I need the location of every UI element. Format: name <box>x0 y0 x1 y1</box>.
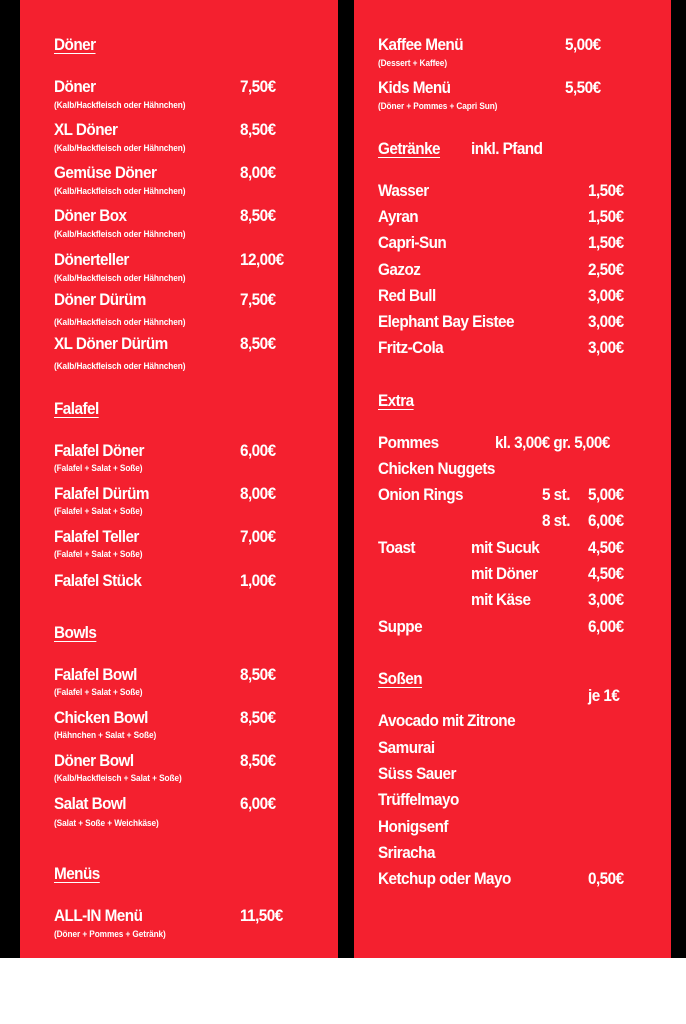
item-desc: (Döner + Pommes + Capri Sun) <box>378 101 498 111</box>
drink-name: Gazoz <box>378 260 421 279</box>
section-heading-doner: Döner <box>54 35 96 54</box>
item-desc: (Falafel + Salat + Soße) <box>54 687 143 697</box>
item-price: 8,50€ <box>240 665 276 684</box>
item-price: 7,00€ <box>240 527 276 546</box>
section-heading-extra: Extra <box>378 391 414 410</box>
item-price: 8,00€ <box>240 163 276 182</box>
extra-name: Suppe <box>378 617 423 636</box>
extra-name: Toast <box>378 538 415 557</box>
drink-price: 1,50€ <box>588 207 624 226</box>
item-price: 5,00€ <box>565 35 601 54</box>
right-edge-strip <box>671 0 686 958</box>
extra-name: Chicken Nuggets <box>378 459 495 478</box>
section-heading-falafel: Falafel <box>54 399 99 418</box>
item-name: XL Döner Dürüm <box>54 334 168 353</box>
item-name: Gemüse Döner <box>54 163 157 182</box>
item-price: 8,50€ <box>240 708 276 727</box>
item-price: 7,50€ <box>240 290 276 309</box>
extra-price: 4,50€ <box>588 564 624 583</box>
left-edge-strip <box>0 0 20 958</box>
drink-name: Elephant Bay Eistee <box>378 312 514 331</box>
item-name: Chicken Bowl <box>54 708 148 727</box>
drink-name: Capri-Sun <box>378 233 447 252</box>
item-name: Döner Dürüm <box>54 290 146 309</box>
extra-price: 4,50€ <box>588 538 624 557</box>
item-desc: (Falafel + Salat + Soße) <box>54 463 143 473</box>
item-name: Kids Menü <box>378 78 451 97</box>
section-heading-menus: Menüs <box>54 864 100 883</box>
extra-variant: mit Käse <box>471 590 531 609</box>
extra-price: 3,00€ <box>588 590 624 609</box>
item-price: 1,00€ <box>240 571 276 590</box>
item-name: Falafel Bowl <box>54 665 137 684</box>
item-desc: (Döner + Pommes + Getränk) <box>54 929 166 939</box>
section-heading-drinks: Getränke <box>378 139 441 158</box>
drink-price: 2,50€ <box>588 260 624 279</box>
item-price: 6,00€ <box>240 441 276 460</box>
sauce-price: 0,50€ <box>588 869 624 888</box>
item-desc: (Kalb/Hackfleisch oder Hähnchen) <box>54 186 186 196</box>
extra-size: 5 st. <box>542 485 570 504</box>
section-heading-bowls: Bowls <box>54 623 97 642</box>
item-desc: (Falafel + Salat + Soße) <box>54 506 143 516</box>
item-price: 12,00€ <box>240 250 284 269</box>
drink-price: 1,50€ <box>588 181 624 200</box>
sauce-name: Süss Sauer <box>378 764 456 783</box>
item-name: Döner Box <box>54 206 127 225</box>
item-desc: (Kalb/Hackfleisch oder Hähnchen) <box>54 100 186 110</box>
sauce-name: Honigsenf <box>378 817 448 836</box>
extra-variant: mit Sucuk <box>471 538 540 557</box>
item-name: Falafel Teller <box>54 527 139 546</box>
item-desc: (Falafel + Salat + Soße) <box>54 549 143 559</box>
drink-price: 3,00€ <box>588 338 624 357</box>
drink-price: 3,00€ <box>588 312 624 331</box>
sauces-price-note: je 1€ <box>588 686 620 705</box>
extra-name: Pommes <box>378 433 439 452</box>
item-name: Döner <box>54 77 96 96</box>
extra-size: 8 st. <box>542 511 570 530</box>
drinks-deposit-note: inkl. Pfand <box>471 139 543 158</box>
item-desc: (Salat + Soße + Weichkäse) <box>54 818 159 828</box>
item-name: Döner Bowl <box>54 751 134 770</box>
section-heading-sauces: Soßen <box>378 669 423 688</box>
sauce-name: Samurai <box>378 738 435 757</box>
item-desc: (Kalb/Hackfleisch oder Hähnchen) <box>54 317 186 327</box>
drink-name: Fritz-Cola <box>378 338 444 357</box>
item-name: ALL-IN Menü <box>54 906 143 925</box>
item-price: 8,50€ <box>240 206 276 225</box>
item-name: Falafel Döner <box>54 441 144 460</box>
center-divider-strip <box>338 0 354 958</box>
item-price: 8,50€ <box>240 120 276 139</box>
extra-price: 5,00€ <box>588 485 624 504</box>
item-name: Dönerteller <box>54 250 129 269</box>
drink-price: 3,00€ <box>588 286 624 305</box>
item-desc: (Kalb/Hackfleisch oder Hähnchen) <box>54 273 186 283</box>
item-name: Salat Bowl <box>54 794 126 813</box>
extra-price: kl. 3,00€ gr. 5,00€ <box>495 433 610 452</box>
item-desc: (Dessert + Kaffee) <box>378 58 447 68</box>
sauce-name: Sriracha <box>378 843 435 862</box>
left-menu-panel <box>20 0 338 958</box>
right-menu-panel <box>354 0 671 958</box>
drink-price: 1,50€ <box>588 233 624 252</box>
extra-variant: mit Döner <box>471 564 538 583</box>
sauce-name: Avocado mit Zitrone <box>378 711 516 730</box>
extra-name: Onion Rings <box>378 485 464 504</box>
drink-name: Ayran <box>378 207 419 226</box>
extra-price: 6,00€ <box>588 511 624 530</box>
drink-name: Red Bull <box>378 286 436 305</box>
item-price: 7,50€ <box>240 77 276 96</box>
item-name: Kaffee Menü <box>378 35 464 54</box>
item-desc: (Kalb/Hackfleisch oder Hähnchen) <box>54 229 186 239</box>
item-price: 11,50€ <box>240 906 283 925</box>
item-price: 6,00€ <box>240 794 276 813</box>
extra-price: 6,00€ <box>588 617 624 636</box>
sauce-name: Trüffelmayo <box>378 790 459 809</box>
item-desc: (Hähnchen + Salat + Soße) <box>54 730 157 740</box>
sauce-name: Ketchup oder Mayo <box>378 869 511 888</box>
item-name: XL Döner <box>54 120 118 139</box>
item-desc: (Kalb/Hackfleisch oder Hähnchen) <box>54 143 186 153</box>
drink-name: Wasser <box>378 181 429 200</box>
item-price: 8,50€ <box>240 751 276 770</box>
item-price: 8,00€ <box>240 484 276 503</box>
item-price: 8,50€ <box>240 334 276 353</box>
item-desc: (Kalb/Hackfleisch oder Hähnchen) <box>54 361 186 371</box>
item-price: 5,50€ <box>565 78 601 97</box>
item-name: Falafel Dürüm <box>54 484 150 503</box>
item-name: Falafel Stück <box>54 571 142 590</box>
item-desc: (Kalb/Hackfleisch + Salat + Soße) <box>54 773 182 783</box>
